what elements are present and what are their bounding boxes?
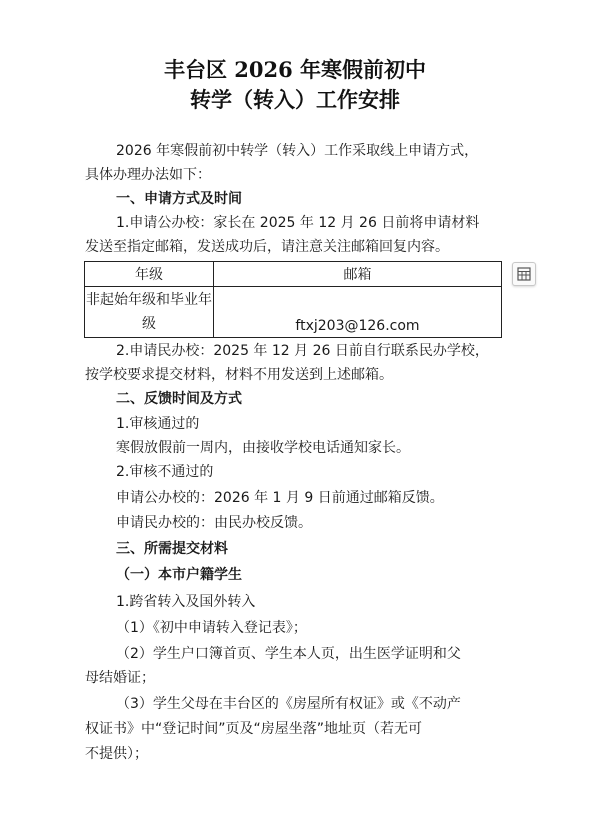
- table-icon: [517, 267, 531, 281]
- section-3-para-4b: 权证书》中“登记时间”页及“房屋坐落”地址页（若无可: [85, 721, 423, 737]
- section-2-para-3: 2.审核不通过的: [116, 464, 214, 480]
- table-cell-email[interactable]: ftxj203@126.com: [214, 287, 502, 338]
- section-3-para-2: （1）《初中申请转入登记表》；: [116, 620, 307, 636]
- email-table: [84, 261, 502, 338]
- intro-line-2: 具体办理办法如下：: [85, 167, 211, 183]
- section-3-para-4c: 不提供）；: [85, 746, 148, 762]
- document-title-line-2: 转学（转入）工作安排: [190, 87, 400, 112]
- section-2-para-1: 1.审核通过的: [116, 416, 200, 432]
- table-header-email: 邮箱: [214, 262, 502, 287]
- table-row: [85, 287, 502, 338]
- table-cell-grade: 非起始年级和毕业年级: [85, 287, 214, 338]
- table-tool-button[interactable]: [512, 262, 536, 286]
- table-header-row: [85, 262, 502, 287]
- section-1-para-2a: 2.申请民办校：2025 年 12 月 26 日前自行联系民办学校，: [116, 343, 489, 359]
- intro-line-1: 2026 年寒假前初中转学（转入）工作采取线上申请方式，: [116, 143, 479, 159]
- section-3-heading: 三、所需提交材料: [116, 541, 228, 557]
- section-3-para-1: 1.跨省转入及国外转入: [116, 594, 256, 610]
- section-3-para-3a: （2）学生户口簿首页、学生本人页，出生医学证明和父: [116, 646, 461, 662]
- table-header-grade: 年级: [85, 262, 214, 287]
- section-2-heading: 二、反馈时间及方式: [116, 391, 242, 407]
- section-3-para-4a: （3）学生父母在丰台区的《房屋所有权证》或《不动产: [116, 696, 461, 712]
- section-2-para-4: 申请公办校的：2026 年 1 月 9 日前通过邮箱反馈。: [116, 490, 444, 506]
- section-1-para-2b: 按学校要求提交材料，材料不用发送到上述邮箱。: [85, 367, 393, 383]
- section-1-para-1b: 发送至指定邮箱，发送成功后，请注意关注邮箱回复内容。: [85, 239, 449, 255]
- section-3-para-3b: 母结婚证；: [85, 670, 155, 686]
- section-2-para-2: 寒假放假前一周内，由接收学校电话通知家长。: [116, 440, 410, 456]
- section-1-para-1a: 1.申请公办校：家长在 2025 年 12 月 26 日前将申请材料: [116, 215, 480, 231]
- section-3-subheading: （一）本市户籍学生: [116, 567, 242, 583]
- section-1-heading: 一、申请方式及时间: [116, 191, 242, 207]
- section-2-para-5: 申请民办校的：由民办校反馈。: [116, 515, 312, 531]
- document-title-line-1: 丰台区 2026 年寒假前初中: [163, 57, 427, 82]
